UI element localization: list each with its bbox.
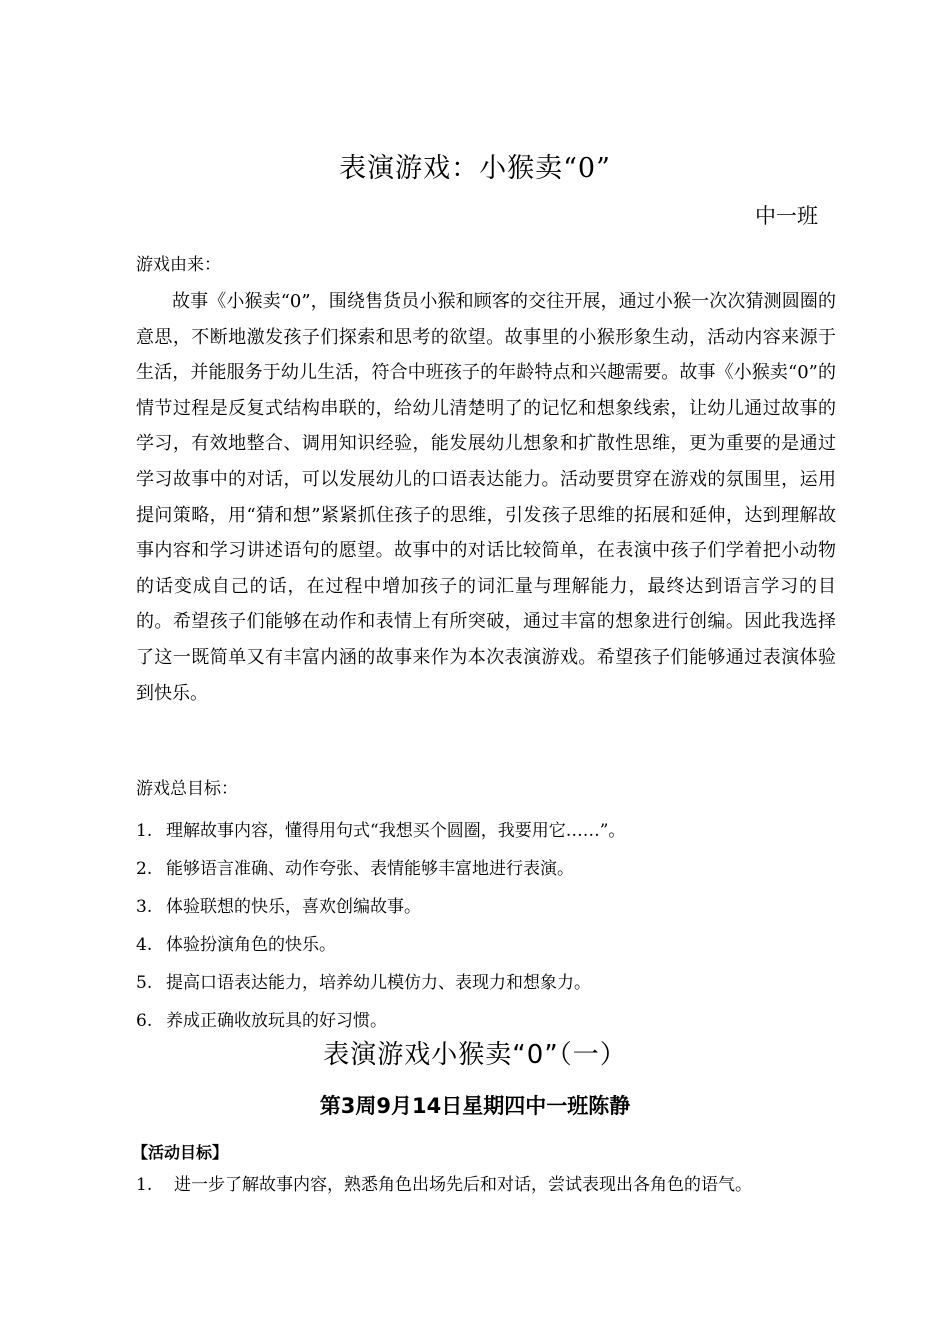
list-item-number: 5. (136, 973, 153, 993)
origin-heading: 游戏由来： (136, 255, 221, 275)
list-item-text: 理解故事内容，懂得用句式“我想买个圆圈，我要用它……”。 (166, 821, 626, 841)
list-item-text: 体验扮演角色的快乐。 (166, 935, 336, 955)
activity-heading: 【活动目标】 (132, 1143, 229, 1162)
list-item-text: 养成正确收放玩具的好习惯。 (166, 1011, 387, 1031)
list-item-text: 能够语言准确、动作夸张、表情能够丰富地进行表演。 (166, 859, 574, 879)
class-label: 中一班 (755, 204, 818, 228)
list-item-text: 体验联想的快乐，喜欢创编故事。 (166, 897, 421, 917)
section-subtitle: 第3周9月14日星期四中一班陈静 (319, 1094, 631, 1118)
list-item-number: 6. (136, 1011, 153, 1031)
section-title: 表演游戏小猴卖“0”（一） (323, 1040, 627, 1070)
list-item (136, 850, 836, 888)
document-title: 表演游戏：小猴卖“0” (339, 153, 611, 184)
list-item (136, 812, 836, 850)
activity-item-number: 1. (136, 1175, 153, 1195)
list-item-text: 提高口语表达能力，培养幼儿模仿力、表现力和想象力。 (166, 973, 591, 993)
origin-paragraph: 故事《小猴卖“0”，围绕售货员小猴和顾客的交往开展，通过小猴一次次猜测圆圈的意思，不断地激发孩子们探索和思考的欲望。故事里的小猴形象生动，活动内容来源于生活，并能服务于幼儿生活，符合中班孩子的年龄特点和兴趣需要。故事《小猴卖“0”的情节过程是反复式结构串联的，给幼儿清楚明了的记忆和想象线索，让幼儿通过故事的学习，有效地整合、调用知识经验，能发展幼儿想象和扩散性思维，更为重要的是通过学习故事中的对话，可以发展幼儿的口语表达能力。活动要贯穿在游戏的氛围里，运用提问策略，用“猜和想”紧紧抓住孩子的思维，引发孩子思维的拓展和延伸，达到理解故事内容和学习讲述语句的愿望。故事中的对话比较简单，在表演中孩子们学着把小动物的话变成自己的话，在过程中增加孩子的词汇量与理解能力，最终达到语言学习的目的。希望孩子们能够在动作和表情上有所突破，通过丰富的想象进行创编。因此我选择了这一既简单又有丰富内涵的故事来作为本次表演游戏。希望孩子们能够通过表演体验到快乐。 (136, 291, 836, 704)
goals-list (136, 812, 836, 1040)
list-item-number: 1. (136, 821, 153, 841)
list-item (136, 888, 836, 926)
list-item (136, 964, 836, 1002)
list-item-number: 4. (136, 935, 153, 955)
list-item-number: 2. (136, 859, 153, 879)
activity-item (136, 1172, 836, 1198)
list-item-number: 3. (136, 897, 153, 917)
activity-item-text: 进一步了解故事内容，熟悉角色出场先后和对话，尝试表现出各角色的语气。 (174, 1175, 752, 1195)
goals-heading: 游戏总目标： (136, 779, 238, 799)
list-item (136, 926, 836, 964)
